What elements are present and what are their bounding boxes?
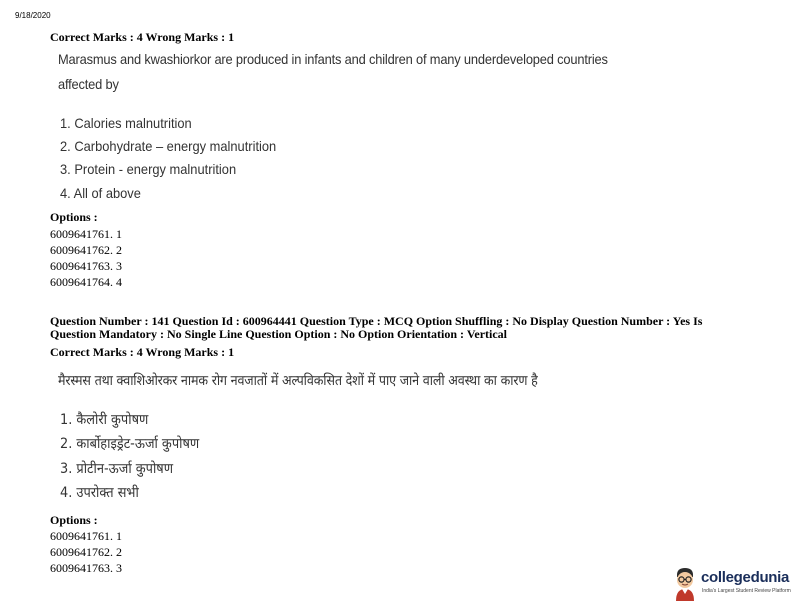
q2-marks: Correct Marks : 4 Wrong Marks : 1: [50, 345, 235, 359]
q1-option-id-1: 6009641761. 1: [50, 227, 122, 241]
logo-tagline: India's Largest Student Review Platform: [702, 588, 791, 594]
q2-option-id-2: 6009641762. 2: [50, 545, 122, 559]
q1-choice-2: 2. Carbohydrate – energy malnutrition: [60, 138, 277, 154]
collegedunia-logo: [671, 565, 791, 607]
q1-choice-3: 3. Protein - energy malnutrition: [60, 161, 237, 177]
q2-text: मैरस्मस तथा क्वाशिओरकर नामक रोग नवजातों में अल्पविकसित देशों में पाए जाने वाली अवस्था का कारण है: [58, 373, 538, 389]
q1-option-id-2: 6009641762. 2: [50, 243, 122, 257]
q1-options-label: Options :: [50, 210, 98, 224]
q1-choice-4: 4. All of above: [60, 185, 141, 201]
logo-wordmark: collegedunia: [701, 569, 790, 586]
q2-choice-1: 1. कैलोरी कुपोषण: [60, 412, 149, 428]
q2-meta: Question Number : 141 Question Id : 600964441 Question Type : MCQ Option Shuffling : No Display Question Number : Yes Is Question Mandatory : No Single Line Question Option : No Option Orientation : Vertical: [50, 314, 703, 341]
q1-text-line2: affected by: [58, 76, 119, 92]
q2-option-id-3: 6009641763. 3: [50, 561, 122, 575]
student-mascot-icon: [671, 565, 699, 603]
q2-choice-2: 2. कार्बोहाइड्रेट-ऊर्जा कुपोषण: [60, 436, 200, 452]
q1-option-id-4: 6009641764. 4: [50, 275, 122, 289]
q2-choice-4: 4. उपरोक्त सभी: [60, 485, 139, 501]
q1-choice-1: 1. Calories malnutrition: [60, 115, 192, 131]
q2-options-label: Options :: [50, 513, 98, 527]
q1-option-id-3: 6009641763. 3: [50, 259, 122, 273]
q2-choice-3: 3. प्रोटीन-ऊर्जा कुपोषण: [60, 461, 174, 477]
q1-text-line1: Marasmus and kwashiorkor are produced in infants and children of many underdeveloped countries: [58, 51, 608, 67]
q2-option-id-1: 6009641761. 1: [50, 529, 122, 543]
print-date: 9/18/2020: [15, 11, 51, 20]
q1-marks: Correct Marks : 4 Wrong Marks : 1: [50, 30, 235, 44]
